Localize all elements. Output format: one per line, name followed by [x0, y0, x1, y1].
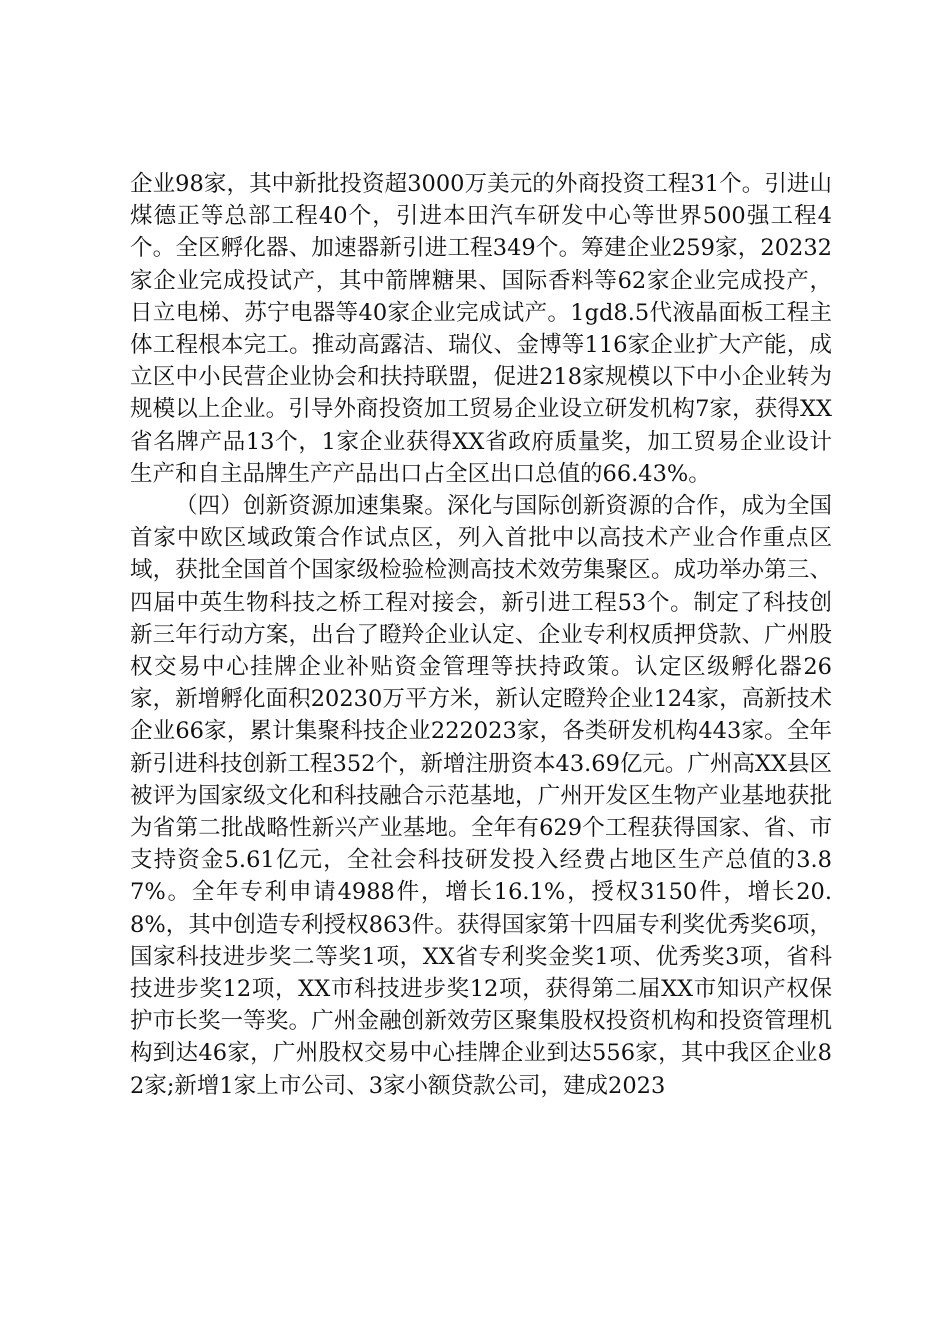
paragraph-continued: 企业98家，其中新批投资超3000万美元的外商投资工程31个。引进山煤德正等总部工程40个，引进本田汽车研发中心等世界500强工程4个。全区孵化器、加速器新引进工程349个。筹建企业259家，20232家企业完成投试产，其中箭牌糖果、国际香料等62家企业完成投产，日立电梯、苏宁电器等40家企业完成试产。1gd8.5代液晶面板工程主体工程根本完工。推动高露洁、瑞仪、金博等116家企业扩大产能，成立区中小民营企业协会和扶持联盟，促进218家规模以下中小企业转为规模以上企业。引导外商投资加工贸易企业设立研发机构7家，获得XX省名牌产品13个，1家企业获得XX省政府质量奖，加工贸易企业设计生产和自主品牌生产产品出口占全区出口总值的66.43%。 — [130, 171, 832, 487]
paragraph-innovation-resources: （四）创新资源加速集聚。深化与国际创新资源的合作，成为全国首家中欧区域政策合作试点区，列入首批中以高技术产业合作重点区域，获批全国首个国家级检验检测高技术效劳集聚区。成功举办第三、四届中英生物科技之桥工程对接会，新引进工程53个。制定了科技创新三年行动方案，出台了瞪羚企业认定、企业专利权质押贷款、广州股权交易中心挂牌企业补贴资金管理等扶持政策。认定区级孵化器26家，新增孵化面积20230万平方米，新认定瞪羚企业124家，高新技术企业66家，累计集聚科技企业222023家，各类研发机构443家。全年新引进科技创新工程352个，新增注册资本43.69亿元。广州高XX县区被评为国家级文化和科技融合示范基地，广州开发区生物产业基地获批为省第二批战略性新兴产业基地。全年有629个工程获得国家、省、市支持资金5.61亿元，全社会科技研发投入经费占地区生产总值的3.87%。全年专利申请4988件，增长16.1%，授权3150件，增长20.8%，其中创造专利授权863件。获得国家第十四届专利奖优秀奖6项，国家科技进步奖二等奖1项，XX省专利奖金奖1项、优秀奖3项，省科技进步奖12项，XX市科技进步奖12项，获得第二届XX市知识产权保护市长奖一等奖。广州金融创新效劳区聚集股权投资机构和投资管理机构到达46家，广州股权交易中心挂牌企业到达556家，其中我区企业82家;新增1家上市公司、3家小额贷款公司，建成2023 — [130, 493, 832, 1099]
document-page — [130, 168, 832, 1102]
